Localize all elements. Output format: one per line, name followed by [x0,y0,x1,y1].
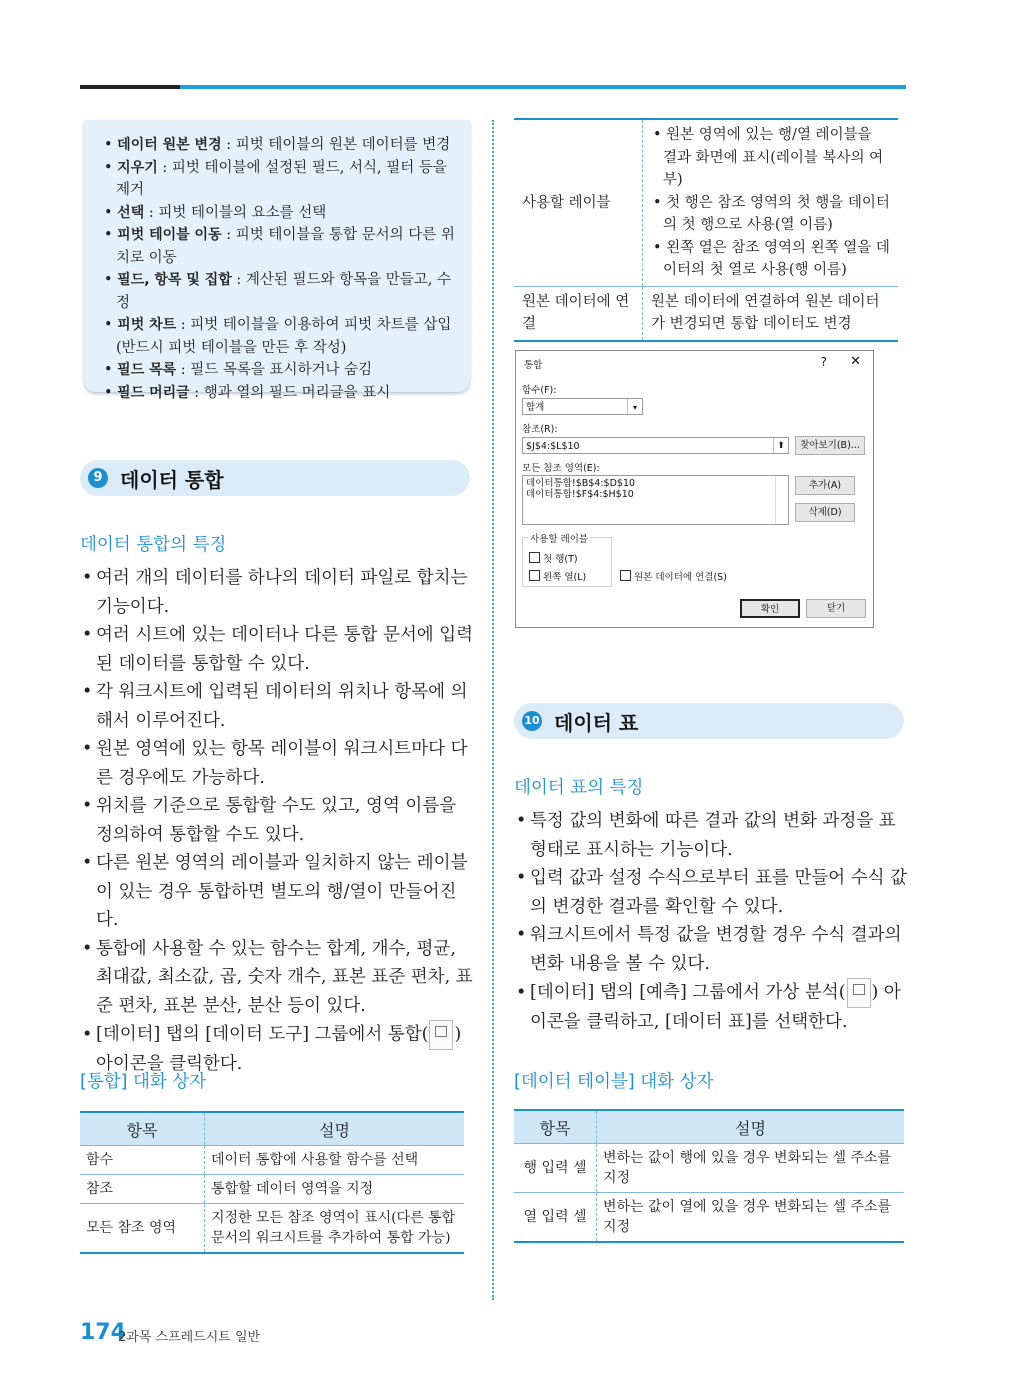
list-item: • 지우기 : 피벗 테이블에 설정된 필드, 서식, 필터 등을 제거 [104,159,447,198]
delete-button[interactable]: 삭제(D) [795,503,855,522]
table-row [514,1144,904,1193]
label-options-table [514,118,898,342]
close-icon[interactable]: ✕ [850,354,861,369]
list-item: • 통합에 사용할 수 있는 함수는 합계, 개수, 평균, 최대값, 최소값, 곱, 숫자 개수, 표본 표준 편차, 표준 편차, 표본 분산, 분산 등이 있다. [82,935,474,1021]
table-row [514,1193,904,1243]
browse-button[interactable]: 찾아보기(B)... [795,436,865,455]
subheading: [통합] 대화 상자 [80,1072,207,1092]
consolidate-icon [429,1020,453,1050]
top-rule-dark [80,85,180,89]
list-item: • [데이터] 탭의 [예측] 그룹에서 가상 분석( ) 아이콘을 클릭하고, [데이터 표]를 선택한다. [516,978,908,1037]
list-item: • 입력 값과 설정 수식으로부터 표를 만들어 수식 값의 변경한 결과를 확인할 수 있다. [516,864,908,921]
cell-point: • 원본 영역에 있는 행/열 레이블을 결과 화면에 표시(레이블 복사의 여부) [653,127,884,188]
scrollbar[interactable] [775,476,788,524]
list-item: • 필드 머리글 : 행과 열의 필드 머리글을 표시 [104,384,391,401]
table-cell: 참조 [80,1175,205,1204]
table-cell: 지정한 모든 참조 영역이 표시(다른 통합 문서의 워크시트를 추가하여 통합 가능) [205,1204,465,1254]
list-item: • 선택 : 피벗 테이블의 요소를 선택 [104,204,327,221]
table-header: 설명 [205,1112,465,1146]
table-cell: 모든 참조 영역 [80,1204,205,1254]
table-cell: 함수 [80,1146,205,1175]
subheading: [데이터 테이블] 대화 상자 [514,1072,714,1092]
list-item: • 피벗 차트 : 피벗 테이블을 이용하여 피벗 차트를 삽입(반드시 피벗 테이블을 만든 후 작성) [104,317,452,356]
reference-input[interactable]: $J$4:$L$10 ⬆ [522,437,789,454]
list-item[interactable]: 데이터통합!$B$4:$D$10 [526,478,636,489]
dialog-title: 통합 [524,360,543,371]
list-item: • 피벗 테이블 이동 : 피벗 테이블을 통합 문서의 다른 위치로 이동 [104,227,455,266]
section-title: 데이터 통합 [120,468,224,492]
table-cell [643,119,899,286]
table-header-row [80,1112,464,1146]
list-item: • [데이터] 탭의 [데이터 도구] 그룹에서 통합( ) 아이콘을 클릭한다. [82,1020,474,1079]
pivot-tools-box [84,120,470,401]
list-item: • 데이터 원본 변경 : 피벗 테이블의 원본 데이터를 변경 [104,137,451,153]
function-label: 함수(F): [522,385,557,396]
subheading: 데이터 표의 특징 [514,778,644,798]
list-item: • 다른 원본 영역의 레이블과 일치하지 않는 레이블이 있는 경우 통합하면 별도의 행/열이 만들어진다. [82,849,474,935]
consolidate-dialog-table [80,1111,464,1254]
table-row [514,119,898,286]
ok-button[interactable]: 확인 [740,599,800,618]
subheading: 데이터 통합의 특징 [80,535,227,555]
list-item: • 각 워크시트에 입력된 데이터의 위치나 항목에 의해서 이루어진다. [82,678,474,735]
section-title: 데이터 표 [554,711,639,735]
section-10-header [514,703,904,739]
chevron-down-icon: ▾ [627,399,642,414]
list-item: • 워크시트에서 특정 값을 변경할 경우 수식 결과의 변화 내용을 볼 수 있다. [516,921,908,978]
section-9-bullets [82,564,474,1079]
column-divider [492,120,494,1300]
section-10-bullets [516,807,908,1037]
table-header-row [514,1110,904,1144]
cell-point: • 첫 행은 참조 영역의 첫 행을 데이터의 첫 행으로 사용(열 이름) [653,194,890,233]
table-row [514,286,898,341]
data-table-dialog-table [514,1109,904,1243]
help-icon[interactable]: ? [820,355,827,369]
list-item: • 필드, 항목 및 집합 : 계산된 필드와 항목을 만들고, 수정 [104,272,452,311]
list-item: • 여러 시트에 있는 데이터나 다른 통합 문서에 입력된 데이터를 통합할 수 있다. [82,621,474,678]
section-number: 9 [88,468,108,488]
top-row-checkbox[interactable]: 첫 행(T) [529,551,578,565]
table-header: 설명 [597,1110,905,1144]
list-item: • 여러 개의 데이터를 하나의 데이터 파일로 합치는 기능이다. [82,564,474,621]
list-item[interactable]: 데이터통합!$F$4:$H$10 [526,489,634,500]
table-row [80,1146,464,1175]
table-cell: 열 입력 셀 [514,1193,597,1243]
cell-point: • 왼쪽 열은 참조 영역의 왼쪽 열을 데이터의 첫 열로 사용(행 이름) [653,239,890,278]
labels-group-title: 사용할 레이블 [528,531,590,545]
section-number: 10 [522,711,542,731]
table-header: 항목 [80,1112,205,1146]
table-cell: 행 입력 셀 [514,1144,597,1193]
list-item: • 위치를 기준으로 통합할 수도 있고, 영역 이름을 정의하여 통합할 수도 있다. [82,792,474,849]
all-references-label: 모든 참조 영역(E): [522,463,600,474]
function-select[interactable]: 합계 ▾ [522,398,643,415]
collapse-dialog-icon[interactable]: ⬆ [773,438,788,453]
left-column-checkbox[interactable]: 왼쪽 열(L) [529,569,586,583]
list-item: • 필드 목록 : 필드 목록을 표시하거나 숨김 [104,362,373,378]
chapter-title: 2과목 스프레드시트 일반 [118,1330,261,1345]
all-references-list[interactable] [522,475,789,525]
consolidate-dialog [515,350,874,628]
link-source-checkbox[interactable]: 원본 데이터에 연결(S) [620,569,727,583]
reference-label: 참조(R): [522,424,558,435]
add-button[interactable]: 추가(A) [795,476,855,495]
section-9-header [80,460,470,496]
table-cell: 데이터 통합에 사용할 함수를 선택 [205,1146,465,1175]
list-item: • 원본 영역에 있는 항목 레이블이 워크시트마다 다른 경우에도 가능하다. [82,735,474,792]
table-cell: 원본 데이터에 연결 [514,286,643,341]
what-if-analysis-icon [847,978,871,1008]
page-number: 174 [80,1320,126,1345]
list-item: • 특정 값의 변화에 따른 결과 값의 변화 과정을 표 형태로 표시하는 기능이다. [516,807,908,864]
table-cell: 변하는 값이 열에 있을 경우 변화되는 셀 주소를 지정 [597,1193,905,1243]
table-cell: 사용할 레이블 [514,119,643,286]
table-cell: 원본 데이터에 연결하여 원본 데이터가 변경되면 통합 데이터도 변경 [643,286,899,341]
table-header: 항목 [514,1110,597,1144]
close-button[interactable]: 닫기 [806,599,866,618]
top-rule-blue [180,85,906,89]
table-cell: 변하는 값이 행에 있을 경우 변화되는 셀 주소를 지정 [597,1144,905,1193]
table-cell: 통합할 데이터 영역을 지정 [205,1175,465,1204]
table-row [80,1175,464,1204]
table-row [80,1204,464,1254]
